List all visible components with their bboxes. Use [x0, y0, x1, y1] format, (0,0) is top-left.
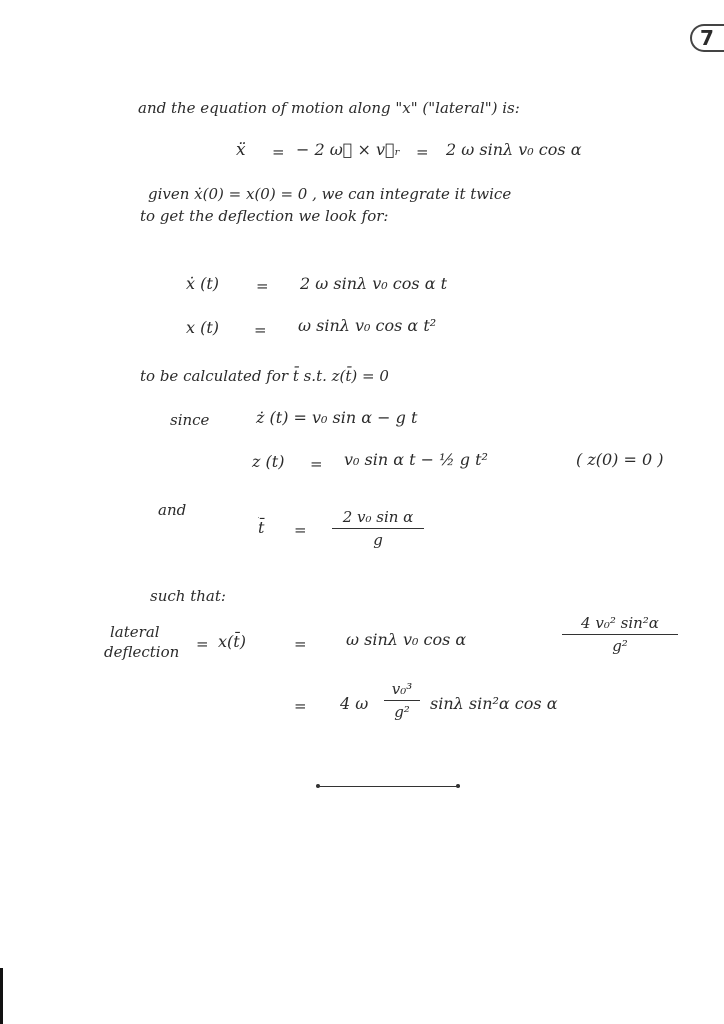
z-eq: = — [310, 455, 323, 473]
such-that-label: such that: — [150, 587, 226, 605]
tbar-lhs: t̄ — [258, 518, 265, 537]
final-fraction-denominator: g² — [394, 703, 410, 721]
final-suffix: sinλ sin²α cos α — [430, 694, 558, 713]
tbar-numerator: 2 v₀ sin α — [332, 508, 424, 529]
eq-motion-lhs: ẍ — [236, 140, 246, 160]
result-fraction — [562, 614, 678, 655]
eq-motion-eq2: = — [416, 143, 429, 161]
result-fraction-denominator: g² — [612, 637, 628, 655]
result-eq3: = — [294, 697, 307, 715]
final-fraction — [384, 680, 420, 721]
zdot-equation: ż (t) = v₀ sin α − g t — [256, 408, 418, 427]
page-edge-shadow — [0, 968, 3, 1024]
result-eq1: = — [196, 635, 209, 653]
final-prefix: 4 ω — [340, 694, 369, 713]
given-line-1: given ẋ(0) = x(0) = 0 , we can integrate it twice — [148, 185, 512, 203]
final-fraction-numerator: v₀³ — [384, 680, 420, 701]
x-rhs: ω sinλ v₀ cos α t² — [298, 316, 437, 335]
tbar-fraction — [332, 508, 424, 549]
result-expression: ω sinλ v₀ cos α — [346, 630, 467, 649]
eq-motion-eq1: = — [272, 143, 285, 161]
z-initial-condition: ( z(0) = 0 ) — [576, 450, 664, 469]
given-line-2: to get the deflection we look for: — [140, 207, 389, 225]
tbar-denominator: g — [373, 531, 383, 549]
end-rule-dot-left — [316, 784, 320, 788]
result-fraction-numerator: 4 v₀² sin²α — [562, 614, 678, 635]
since-label: since — [170, 411, 210, 429]
result-eq2: = — [294, 635, 307, 653]
end-rule-dot-right — [456, 784, 460, 788]
lateral-label: lateral — [110, 623, 160, 641]
z-rhs: v₀ sin α t − ½ g t² — [344, 450, 488, 469]
x-lhs: x (t) — [186, 318, 220, 337]
end-rule — [318, 786, 460, 787]
xdot-eq: = — [256, 277, 269, 295]
and-label: and — [158, 501, 187, 519]
page-number: 7 — [690, 24, 724, 52]
eq-motion-rhs: 2 ω sinλ v₀ cos α — [446, 140, 582, 159]
intro-text: and the equation of motion along "x" ("lateral") is: — [138, 99, 520, 117]
z-lhs: z (t) — [252, 452, 285, 471]
tbar-eq: = — [294, 521, 307, 539]
deflection-label: deflection — [104, 643, 180, 661]
eq-motion-cross-product: − 2 ω⃗ × v⃗ᵣ — [296, 140, 401, 159]
result-x-of-tbar: x(t̄) — [218, 632, 246, 651]
x-eq: = — [254, 321, 267, 339]
xdot-rhs: 2 ω sinλ v₀ cos α t — [300, 274, 448, 293]
xdot-lhs: ẋ (t) — [186, 274, 220, 293]
calc-line: to be calculated for t̄ s.t. z(t̄) = 0 — [140, 367, 389, 385]
